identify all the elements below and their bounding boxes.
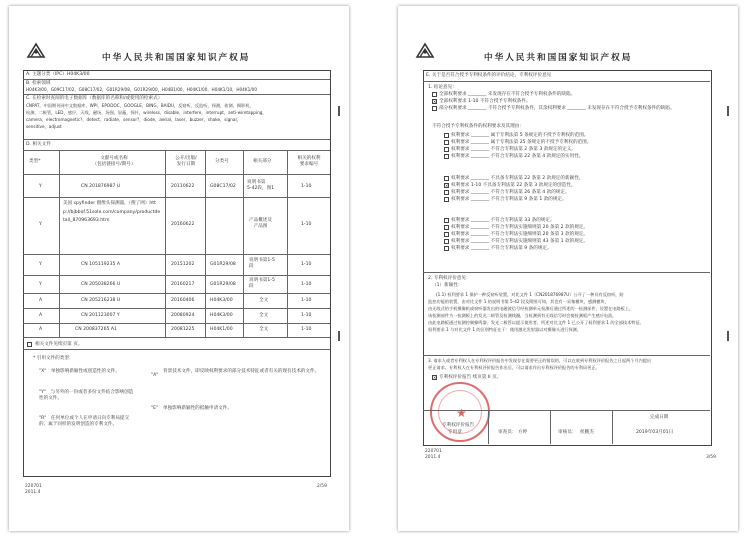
- row-part: 全文: [259, 313, 269, 318]
- divider: [23, 293, 330, 294]
- reason-9: 权利要求 ________ 不符合专利法第 33 条的规定。: [451, 218, 555, 223]
- divider: [243, 150, 244, 337]
- divider: [23, 79, 330, 80]
- divider: [23, 150, 330, 151]
- margin-tick: [335, 106, 343, 116]
- row-claims: 1-10: [301, 222, 312, 227]
- reason-12: 权利要求 ________ 不符合专利法实施细则第 43 条第 1 款的规定。: [451, 239, 588, 244]
- related-docs-heading: D. 相关文件: [26, 142, 51, 147]
- row-doc: CN 205038266 U: [81, 282, 121, 287]
- cited-type-r: "R" 任何单位或个人在申请日向专利局提交的、属于同样的发明创造的专利文件。: [39, 416, 130, 427]
- row-type: Y: [39, 282, 42, 287]
- examiner-name: 方婷: [518, 430, 528, 435]
- search-field-heading: B. 检索领域: [26, 81, 51, 86]
- row-class: H04K3/00: [210, 313, 233, 318]
- opinion-line: 权利要求 1 与对比文件 1 的区别特征在于：使用激光发射器以对摄像头进行探测。: [428, 327, 582, 332]
- margin-tick: [724, 106, 732, 116]
- row-part: 全文: [259, 327, 269, 332]
- divider: [23, 323, 330, 324]
- examiner-label: 审查员：: [498, 430, 517, 435]
- cnipa-logo-icon: [25, 40, 47, 62]
- row-doc: CN 201876987 U: [81, 184, 121, 189]
- database-terms: camera，electromagnetic?，detect，radiate，sensor?，diode，aerial，laser，buzzer，shake，signal，: [26, 117, 241, 122]
- opinion-line: (1.1) 权利要求 1 保护一种反窃听装置，对比文件 1（CN201876987U）公开了一种具有反窃听，防: [436, 292, 624, 297]
- continued-checkbox[interactable]: [27, 342, 32, 347]
- col-header-part: 相关部分: [253, 159, 272, 164]
- row-class: G01R29/08: [210, 262, 236, 267]
- seal-star-icon: ★: [456, 406, 467, 420]
- row-type: A: [39, 298, 43, 303]
- row-claims: 1-10: [301, 282, 312, 287]
- row-claims: 1-10: [301, 313, 312, 318]
- row-date: 20080924: [171, 313, 195, 318]
- conclusion-heading: 1. 结论意见：: [428, 85, 457, 90]
- cited-type-a: 背景技术文件，即反映权利要求的部分技术特征或者有关的现有技术的文件。: [163, 369, 320, 374]
- row-date: 20160217: [171, 282, 195, 287]
- form-number: 220701: [425, 449, 442, 454]
- reason-5: 权利要求 ________ 不具备专利法第 22 条第 2 款规定的新颖性。: [451, 176, 584, 181]
- row-doc: CN 201123007 Y: [81, 313, 120, 318]
- row-claims: 1-10: [301, 262, 312, 267]
- cnipa-logo-icon: [414, 40, 436, 62]
- row-class: G01R29/08: [210, 282, 236, 287]
- divider: [423, 410, 710, 411]
- reason-5-checkbox[interactable]: [444, 176, 449, 181]
- form-date: 2011.4: [425, 455, 441, 460]
- opinion-line: 监控功能的装置，由对比文件 1 的说明书第 5-42 段及附图可知，其也有一采集模块，感测模块，: [428, 299, 609, 304]
- form-number: 220701: [25, 484, 42, 489]
- conclusion-option-3-checkbox[interactable]: [432, 106, 437, 111]
- reason-3-checkbox[interactable]: [444, 147, 449, 152]
- col-header-doc: 文献号或名称 （包括链接号/期号）: [92, 156, 136, 167]
- row-date: 20160622: [171, 222, 195, 227]
- row-class: H04K3/00: [210, 298, 233, 303]
- row-type: Y: [39, 184, 42, 189]
- theme-classification: A. 主题分类（IPC）H04K3/00: [26, 72, 90, 77]
- reason-8-checkbox[interactable]: [444, 197, 449, 202]
- divider: [488, 410, 489, 444]
- conclusion-option-3: 部分权利要求 ________ 不符合授予专利权条件，其余权利要求 ________ 未发现存在不符合授予专利权条件的缺陷。: [439, 106, 675, 111]
- continuation-text: 专利权评价报告 续页第 II 页。: [439, 375, 502, 380]
- reason-7-checkbox[interactable]: [444, 190, 449, 195]
- correction-note: 3. 请求人或者专利权人在专利权评价报告中发现存在需要更正的错误的，可以在收到专利权评价报告之日起两个月内提出: [428, 358, 652, 363]
- page-header: 中华人民共和国国家知识产权局: [102, 53, 251, 63]
- reason-2-checkbox[interactable]: [444, 140, 449, 145]
- database-terms: CNPAT，中国期刊网中文数据库，WPI，EPODOC，GOOGLE，BING，BAIDU，反窃听，反监听，探测，侦测，摄影机，: [26, 103, 254, 108]
- reason-2: 权利要求 ________ 属于专利法第 25 条规定的不授予专利权的范围。: [451, 140, 592, 145]
- divider: [23, 308, 330, 309]
- col-header-class: 分类号: [215, 159, 229, 164]
- database-terms: sensitive，adjust: [26, 124, 62, 129]
- reviewer-name: 侯鹏杰: [580, 430, 594, 435]
- row-doc: CN 205216238 U: [81, 298, 121, 303]
- divider: [287, 150, 288, 337]
- reason-10-checkbox[interactable]: [444, 225, 449, 230]
- cited-type-e-mark: "E": [151, 406, 159, 411]
- reasons-heading: 不符合授予专利权条件的权利要求及其理由：: [432, 124, 524, 129]
- section-e-heading: E. 关于是否符合授予专利权条件的评价结论，专利权评价意见: [426, 73, 552, 78]
- divider: [23, 337, 330, 338]
- seal-label: 专利权评价报告: [442, 423, 475, 428]
- col-header-type: 类型*: [29, 159, 41, 164]
- row-part: 说明书第1-5 段: [249, 278, 275, 289]
- conclusion-option-1: 全部权利要求 ________ 未发现存在不符合授予专利权条件的缺陷。: [439, 92, 576, 97]
- reviewer-label: 审核员：: [558, 430, 577, 435]
- row-claims: 1-10: [301, 327, 312, 332]
- divider: [423, 81, 710, 82]
- novelty-heading: （1）新颖性：: [432, 283, 463, 288]
- conclusion-option-1-checkbox[interactable]: [432, 92, 437, 97]
- row-date: 20160406: [171, 298, 195, 303]
- row-date: 20151202: [171, 262, 195, 267]
- row-part: 说明书第1-5 段: [249, 258, 275, 269]
- row-doc: 美国 spyfinder 摄像头探测器，（搜了网）http://bjbbof.51sole.com/company/productdetail_870963693.htm: [63, 201, 161, 224]
- reason-10: 权利要求 ________ 不符合专利法实施细则第 20 条第 2 款的规定。: [451, 225, 588, 230]
- divider: [423, 272, 710, 273]
- reason-13-checkbox[interactable]: [444, 246, 449, 251]
- row-class: H04K1/00: [210, 327, 233, 332]
- database-terms: 检测，二极管，LED，感应，天线，磁场，场强，屏蔽，探针，wireless，disable，interfere，interrupt，anti-wiretapping，: [26, 110, 267, 115]
- col-header-date: 公开/出版/ 发行日期: [175, 156, 197, 167]
- row-type: Y: [39, 262, 42, 267]
- cited-type-y: "Y" 与另外的一份或者多份文件结合影响创造性的文件。: [39, 390, 134, 401]
- divider: [23, 349, 330, 350]
- col-header-claims: 相关的权利 要求编号: [297, 156, 321, 167]
- divider: [23, 254, 330, 255]
- reason-1-checkbox[interactable]: [444, 133, 449, 138]
- cited-type-x: "X" 单独影响新颖性或创造性的文件。: [39, 369, 120, 374]
- conclusion-option-2-checkbox[interactable]: ✕: [433, 99, 437, 104]
- opinion-line: 该检测部件为一检测板上的发光二极管及检测线圈，当检测到有无线信号时会使检测板产生感应电流，: [428, 313, 617, 318]
- completion-date: 2019年03月01日: [636, 430, 674, 435]
- reason-12-checkbox[interactable]: [444, 239, 449, 244]
- search-field-codes: H04K3/00，G09C17/02，G08C17/02，G01R29/08，G01R29/00，H04B1/00，H04K1/00，H04K1/10，H04K1/00: [26, 87, 257, 92]
- row-claims: 1-10: [301, 184, 312, 189]
- reason-11: 权利要求 ________ 不符合专利法实施细则第 20 条第 3 款的规定。: [451, 232, 588, 237]
- row-part: 说明书第 5-42段，图1: [247, 180, 275, 191]
- row-claims: 1-10: [301, 298, 312, 303]
- row-type: A: [39, 313, 43, 318]
- seal-label: 专用章: [448, 430, 462, 435]
- reason-1: 权利要求 ________ 属于专利法第 5 条规定的不授予专利权的范围。: [451, 133, 589, 138]
- reason-6-checkbox[interactable]: ✕: [445, 183, 449, 188]
- cited-type-e: 单独影响新颖性的抵触申请文件。: [163, 406, 232, 411]
- row-doc: CN 200837265 A1: [75, 327, 117, 332]
- row-type: Y: [39, 222, 42, 227]
- continuation-checkbox[interactable]: ✕: [433, 375, 437, 380]
- completion-label: 完成日期: [650, 415, 669, 420]
- search-report-page-left: [9, 6, 349, 531]
- row-date: 20110622: [171, 184, 195, 189]
- divider: [23, 275, 330, 276]
- divider: [205, 150, 206, 337]
- divider: [23, 174, 330, 175]
- reason-3: 权利要求 ________ 不符合专利法第 2 条第 3 款规定的定义。: [451, 147, 576, 152]
- reason-11-checkbox[interactable]: [444, 232, 449, 237]
- row-doc: CN 105119235 A: [81, 262, 121, 267]
- correction-note: 更正请求。专利权人在专利权评价报告作出后，可以请求作出专利权评价报告的专利局更正。: [428, 365, 600, 370]
- row-part: 产品概述及 产品图: [249, 218, 272, 229]
- form-date: 2011.4: [25, 490, 41, 495]
- continued-text: 相关文件见续页第 页。: [35, 342, 83, 347]
- row-type: A: [39, 327, 43, 332]
- reason-13: 权利要求 ________ 不符合专利法第 9 条的规定。: [451, 246, 552, 251]
- divider: [23, 94, 330, 95]
- divider: [423, 355, 710, 356]
- divider: [59, 150, 60, 337]
- page-number: 2/59: [317, 484, 327, 489]
- reason-8: 权利要求 ________ 不符合专利法第 9 条第 1 款的规定。: [451, 197, 567, 202]
- divider: [165, 150, 166, 337]
- divider: [23, 197, 330, 198]
- margin-tick: [335, 331, 343, 341]
- row-part: 全文: [259, 298, 269, 303]
- reason-6: 权利要求 1-10 不具备专利法第 22 条第 3 款规定的创造性。: [451, 183, 576, 188]
- reason-7: 权利要求 ________ 不符合专利法第 26 条第 4 款的规定。: [451, 190, 570, 195]
- opinion-line: 由此电路板通过检测控制蜂鸣器、发光二极管以提示使用者，所述对比文件 1 已公开了权利要求 1 的全部技术特征。: [428, 320, 644, 325]
- conclusion-option-2: 全部权利要求 1-10 不符合授予专利权条件。: [439, 99, 531, 104]
- divider: [550, 410, 551, 444]
- row-class: G08C17/02: [210, 184, 236, 189]
- reason-4: 权利要求 ________ 不符合专利法第 22 条第 4 款规定的实用性。: [451, 154, 584, 159]
- evaluation-heading: 2. 专利权评价意见：: [428, 276, 471, 281]
- reason-4-checkbox[interactable]: [444, 154, 449, 159]
- reason-9-checkbox[interactable]: [444, 218, 449, 223]
- page-header: 中华人民共和国国家知识产权局: [484, 53, 633, 63]
- margin-tick: [724, 331, 732, 341]
- cited-type-a-mark: "A": [151, 373, 159, 378]
- cited-types-heading: * 引用文件的类型：: [33, 356, 74, 361]
- search-report-page-right: [398, 6, 738, 531]
- divider: [23, 139, 330, 140]
- opinion-line: 由无线式的手机摄像机或窃听器发出的电磁波信号经检测单元检测后通过所述的一检测部件，设置在电路板上，: [428, 306, 634, 311]
- page-number: 3/59: [706, 455, 716, 460]
- database-heading: C. 在检索时查阅的电子数据库（数据库的名称和/或使用的检索式）: [26, 96, 163, 101]
- divider: [612, 410, 613, 444]
- row-date: 20081225: [171, 327, 195, 332]
